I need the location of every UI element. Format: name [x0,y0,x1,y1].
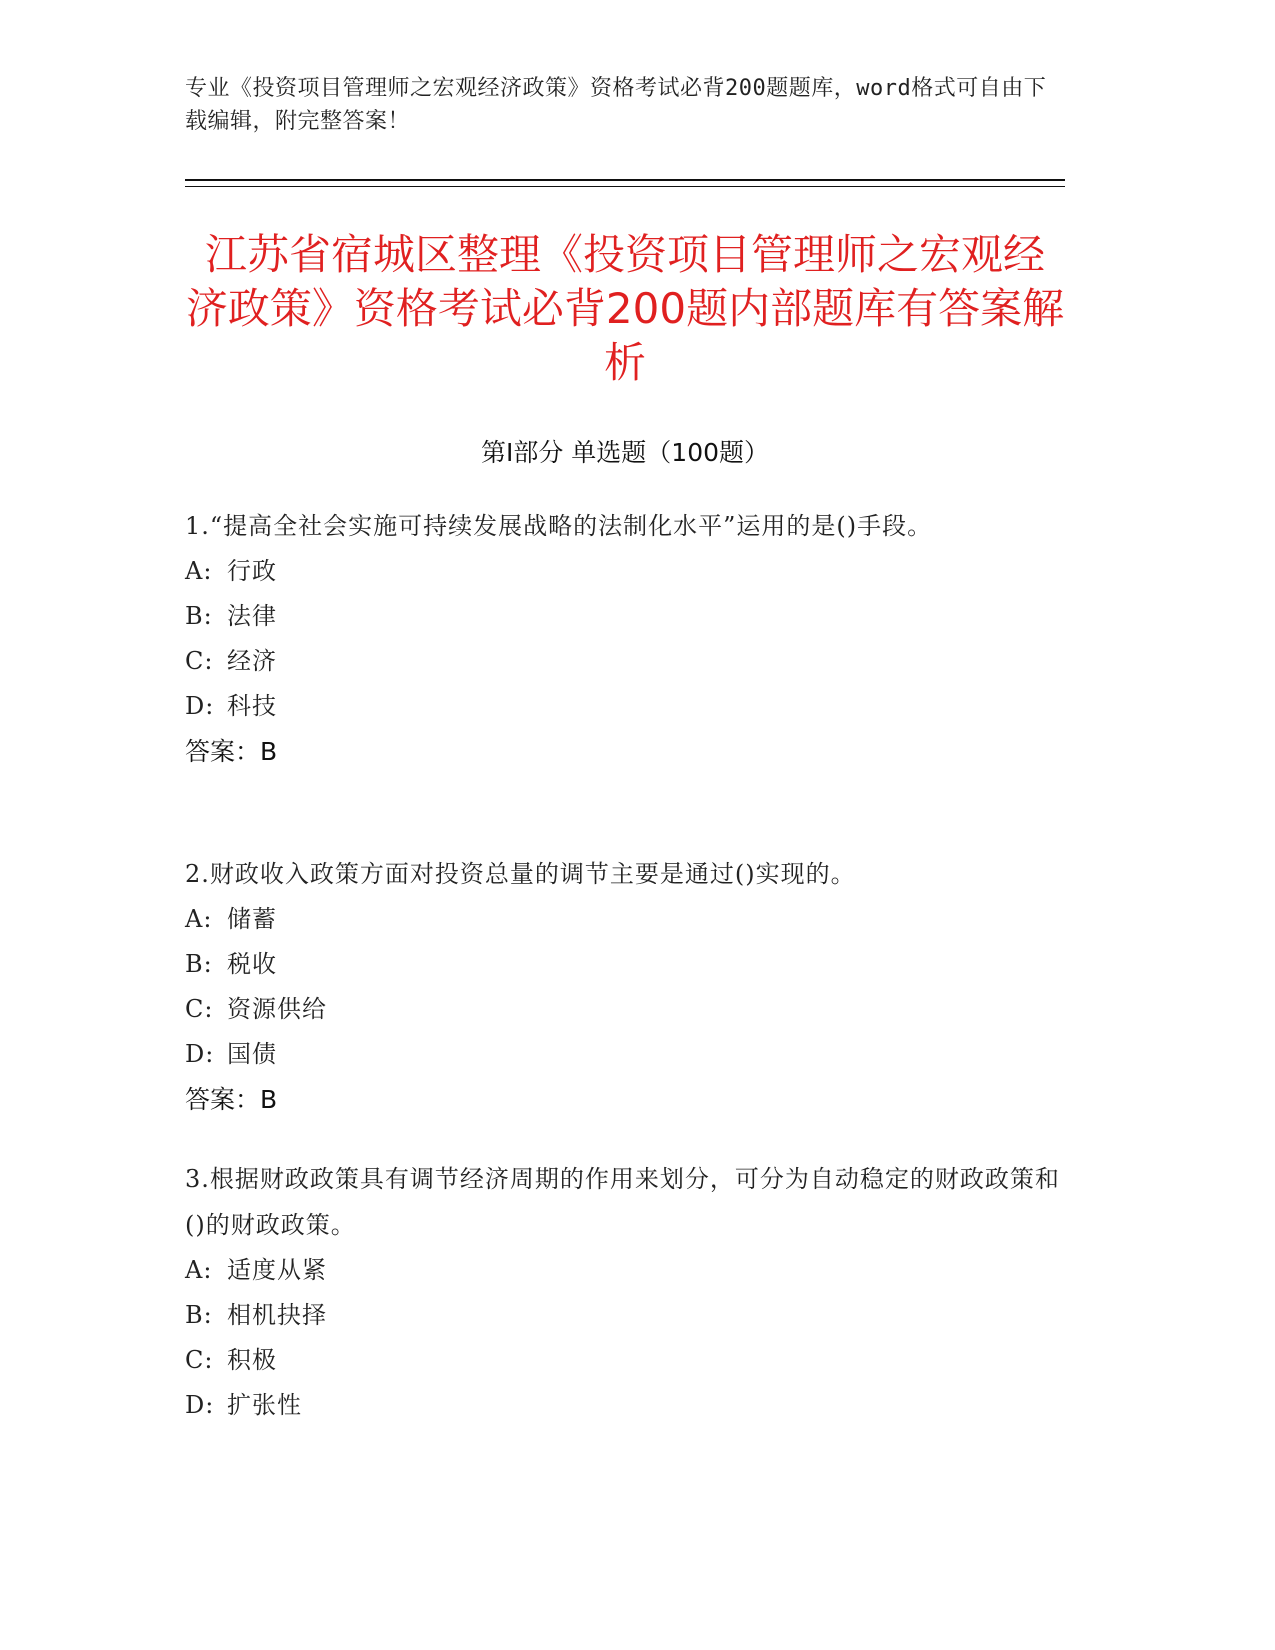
option-letter: C: [185,995,214,1023]
option-letter: D: [185,692,215,720]
option-letter: A: [185,905,213,933]
option-b [185,594,1065,639]
option-a [185,897,1065,942]
question-1 [185,503,1065,775]
option-b [185,942,1065,987]
option-d [185,1383,1065,1428]
header-divider-thin [185,186,1065,187]
question-stem: 1.“提高全社会实施可持续发展战略的法制化水平”运用的是()手段。 [185,512,933,540]
option-letter: B: [185,602,213,630]
option-d [185,1032,1065,1077]
option-letter: C: [185,647,214,675]
option-d [185,684,1065,729]
option-text: 适度从紧 [227,1256,327,1284]
option-text: 行政 [227,557,277,585]
option-a [185,1248,1065,1293]
option-letter: D: [185,1391,215,1419]
option-c [185,987,1065,1032]
option-text: 储蓄 [227,905,277,933]
option-letter: B: [185,1301,213,1329]
question-2 [185,851,1065,1123]
document-title: 江苏省宿城区整理《投资项目管理师之宏观经济政策》资格考试必背200题内部题库有答案解析 [185,230,1065,387]
option-letter: C: [185,1346,214,1374]
option-text: 国债 [227,1040,277,1068]
question-stem: 2.财政收入政策方面对投资总量的调节主要是通过()实现的。 [185,860,856,888]
option-text: 扩张性 [227,1391,302,1419]
option-text: 经济 [227,647,277,675]
option-letter: D: [185,1040,215,1068]
option-b [185,1293,1065,1338]
option-text: 科技 [227,692,277,720]
answer: 答案：B [185,737,278,766]
option-c [185,639,1065,684]
option-text: 税收 [227,950,277,978]
option-letter: B: [185,950,213,978]
option-text: 相机抉择 [227,1301,327,1329]
option-letter: A: [185,557,213,585]
option-letter: A: [185,1256,213,1284]
option-text: 资源供给 [227,995,327,1023]
header-divider-thick [185,179,1065,181]
option-text: 积极 [227,1346,277,1374]
option-text: 法律 [227,602,277,630]
question-stem: 3.根据财政政策具有调节经济周期的作用来划分，可分为自动稳定的财政政策和()的财政政策。 [185,1165,1060,1239]
section-heading: 第Ⅰ部分 单选题（100题） [480,438,770,467]
answer: 答案：B [185,1085,278,1114]
question-3 [185,1156,1065,1428]
option-c [185,1338,1065,1383]
option-a [185,549,1065,594]
header-note: 专业《投资项目管理师之宏观经济政策》资格考试必背200题题库，word格式可自由下载编辑，附完整答案！ [185,76,1047,134]
